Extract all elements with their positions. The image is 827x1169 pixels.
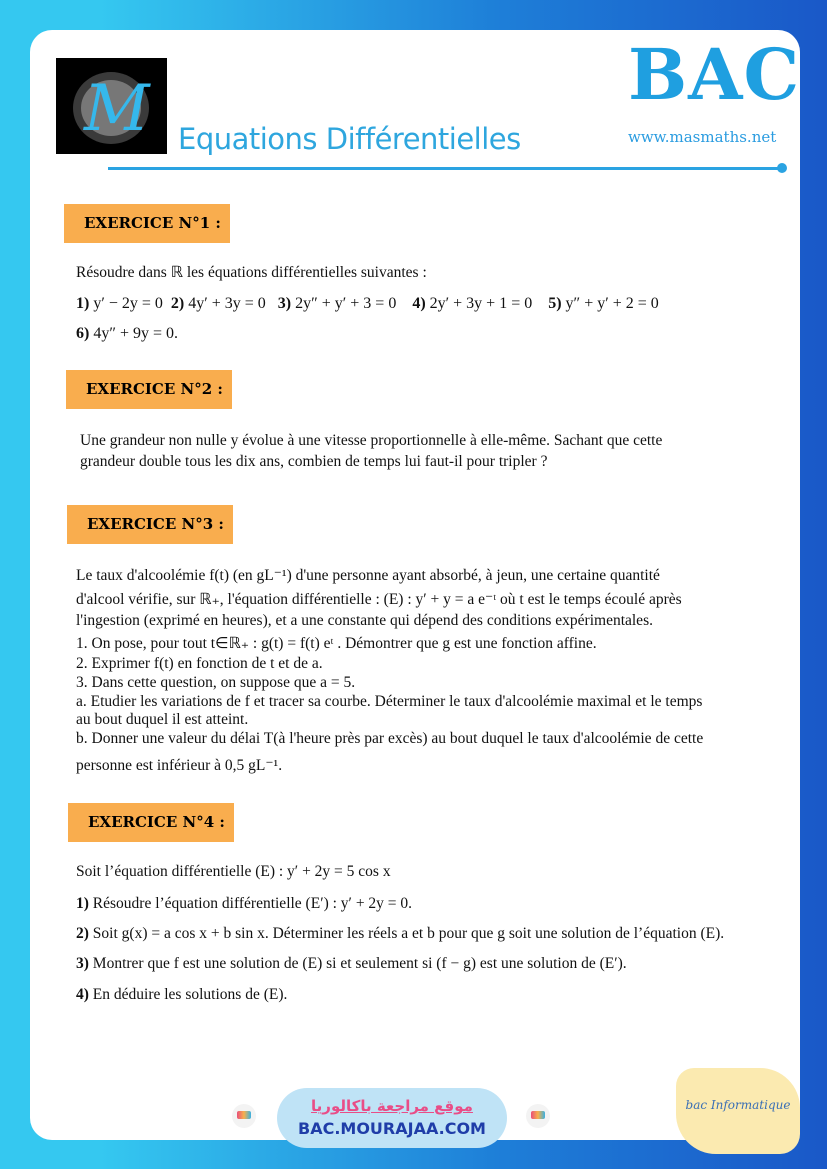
exercise-3-question: 2. Exprimer f(t) en fonction de t et de a. bbox=[76, 655, 323, 672]
logo-letter: M bbox=[84, 72, 150, 146]
footer-arabic-text[interactable]: موقع مراجعة باكالوريا bbox=[311, 1097, 473, 1115]
exercise-4-question bbox=[76, 955, 627, 974]
exercise-3-question: a. Etudier les variations de f et tracer sa courbe. Déterminer le taux d'alcoolémie maximal et le temps bbox=[76, 693, 703, 710]
exercise-3-line: Le taux d'alcoolémie f(t) (en gL⁻¹) d'une personne ayant absorbé, à jeun, une certaine quantité bbox=[76, 567, 660, 584]
eq-num: 3) bbox=[277, 295, 292, 312]
question-text: Montrer que f est une solution de (E) si et seulement si (f − g) est une solution de (E′). bbox=[92, 955, 627, 972]
footer-banner[interactable] bbox=[277, 1088, 507, 1148]
question-num: 4) bbox=[76, 986, 89, 1003]
exercise-4-intro: Soit l’équation différentielle (E) : y′ + 2y = 5 cos x bbox=[76, 863, 391, 880]
bac-informatique-badge bbox=[676, 1068, 800, 1154]
logo-icon bbox=[56, 58, 167, 154]
exercise-1-intro: Résoudre dans ℝ les équations différentielles suivantes : bbox=[76, 264, 427, 281]
question-text: En déduire les solutions de (E). bbox=[92, 986, 288, 1003]
exercise-1-equations-row2 bbox=[76, 324, 178, 343]
exercise-3-line: l'ingestion (exprimé en heures), et a une constante qui dépend des conditions expérimentales. bbox=[76, 612, 653, 629]
exercise-1-tag: EXERCICE N°1 : bbox=[64, 204, 230, 243]
exercise-3-question: b. Donner une valeur du délai T(à l'heure près par excès) au bout duquel le taux d'alcoolémie de cette bbox=[76, 730, 704, 747]
exercise-3-tag: EXERCICE N°3 : bbox=[67, 505, 233, 544]
eq: 2y′ + 3y + 1 = 0 bbox=[429, 295, 533, 312]
eq: y′ − 2y = 0 bbox=[93, 295, 163, 312]
exercise-3-question: 1. On pose, pour tout t∈ℝ₊ : g(t) = f(t) eᵗ . Démontrer que g est une fonction affine. bbox=[76, 635, 597, 652]
eq-num: 2) bbox=[170, 295, 185, 312]
badge-text: bac Informatique bbox=[685, 1098, 791, 1112]
exercise-4-question bbox=[76, 925, 724, 944]
exercise-3-question: personne est inférieur à 0,5 gL⁻¹. bbox=[76, 757, 283, 774]
eq: 4y″ + 9y = 0. bbox=[93, 325, 179, 342]
question-num: 2) bbox=[76, 925, 89, 942]
mourajaa-logo-icon bbox=[526, 1104, 550, 1128]
eq: 4y′ + 3y = 0 bbox=[188, 295, 266, 312]
footer-url[interactable]: BAC.MOURAJAA.COM bbox=[298, 1119, 486, 1138]
divider-dot bbox=[777, 163, 787, 173]
eq-num: 5) bbox=[548, 295, 562, 312]
exercise-2-line: grandeur double tous les dix ans, combien de temps lui faut-il pour tripler ? bbox=[80, 453, 548, 470]
exercise-3-question: 3. Dans cette question, on suppose que a = 5. bbox=[76, 674, 356, 691]
exercise-4-question bbox=[76, 986, 287, 1005]
exercise-1-equations-row1 bbox=[76, 294, 659, 313]
question-num: 3) bbox=[76, 955, 89, 972]
mourajaa-logo-icon bbox=[232, 1104, 256, 1128]
brand-title: BAC bbox=[628, 33, 801, 116]
exercise-4-question bbox=[76, 895, 412, 914]
eq: y″ + y′ + 2 = 0 bbox=[565, 295, 659, 312]
exercise-3-question: au bout duquel il est atteint. bbox=[76, 711, 249, 728]
eq-num: 6) bbox=[76, 325, 90, 342]
website-link[interactable]: www.masmaths.net bbox=[628, 128, 777, 146]
eq: 2y″ + y′ + 3 = 0 bbox=[295, 295, 397, 312]
exercise-3-line: d'alcool vérifie, sur ℝ₊, l'équation différentielle : (E) : y′ + y = a e⁻ᵗ où t est le temps écoulé après bbox=[76, 591, 682, 608]
question-text: Résoudre l’équation différentielle (E′) : y′ + 2y = 0. bbox=[92, 895, 413, 912]
exercise-4-tag: EXERCICE N°4 : bbox=[68, 803, 234, 842]
question-num: 1) bbox=[76, 895, 89, 912]
exercise-2-line: Une grandeur non nulle y évolue à une vitesse proportionnelle à elle-même. Sachant que cette bbox=[80, 432, 663, 449]
exercise-2-tag: EXERCICE N°2 : bbox=[66, 370, 232, 409]
question-text: Soit g(x) = a cos x + b sin x. Déterminer les réels a et b pour que g soit une solution de l’équation (E). bbox=[92, 925, 725, 942]
eq-num: 4) bbox=[412, 295, 426, 312]
page-title: Equations Différentielles bbox=[178, 122, 521, 156]
eq-num: 1) bbox=[76, 295, 90, 312]
header-divider bbox=[108, 167, 782, 170]
